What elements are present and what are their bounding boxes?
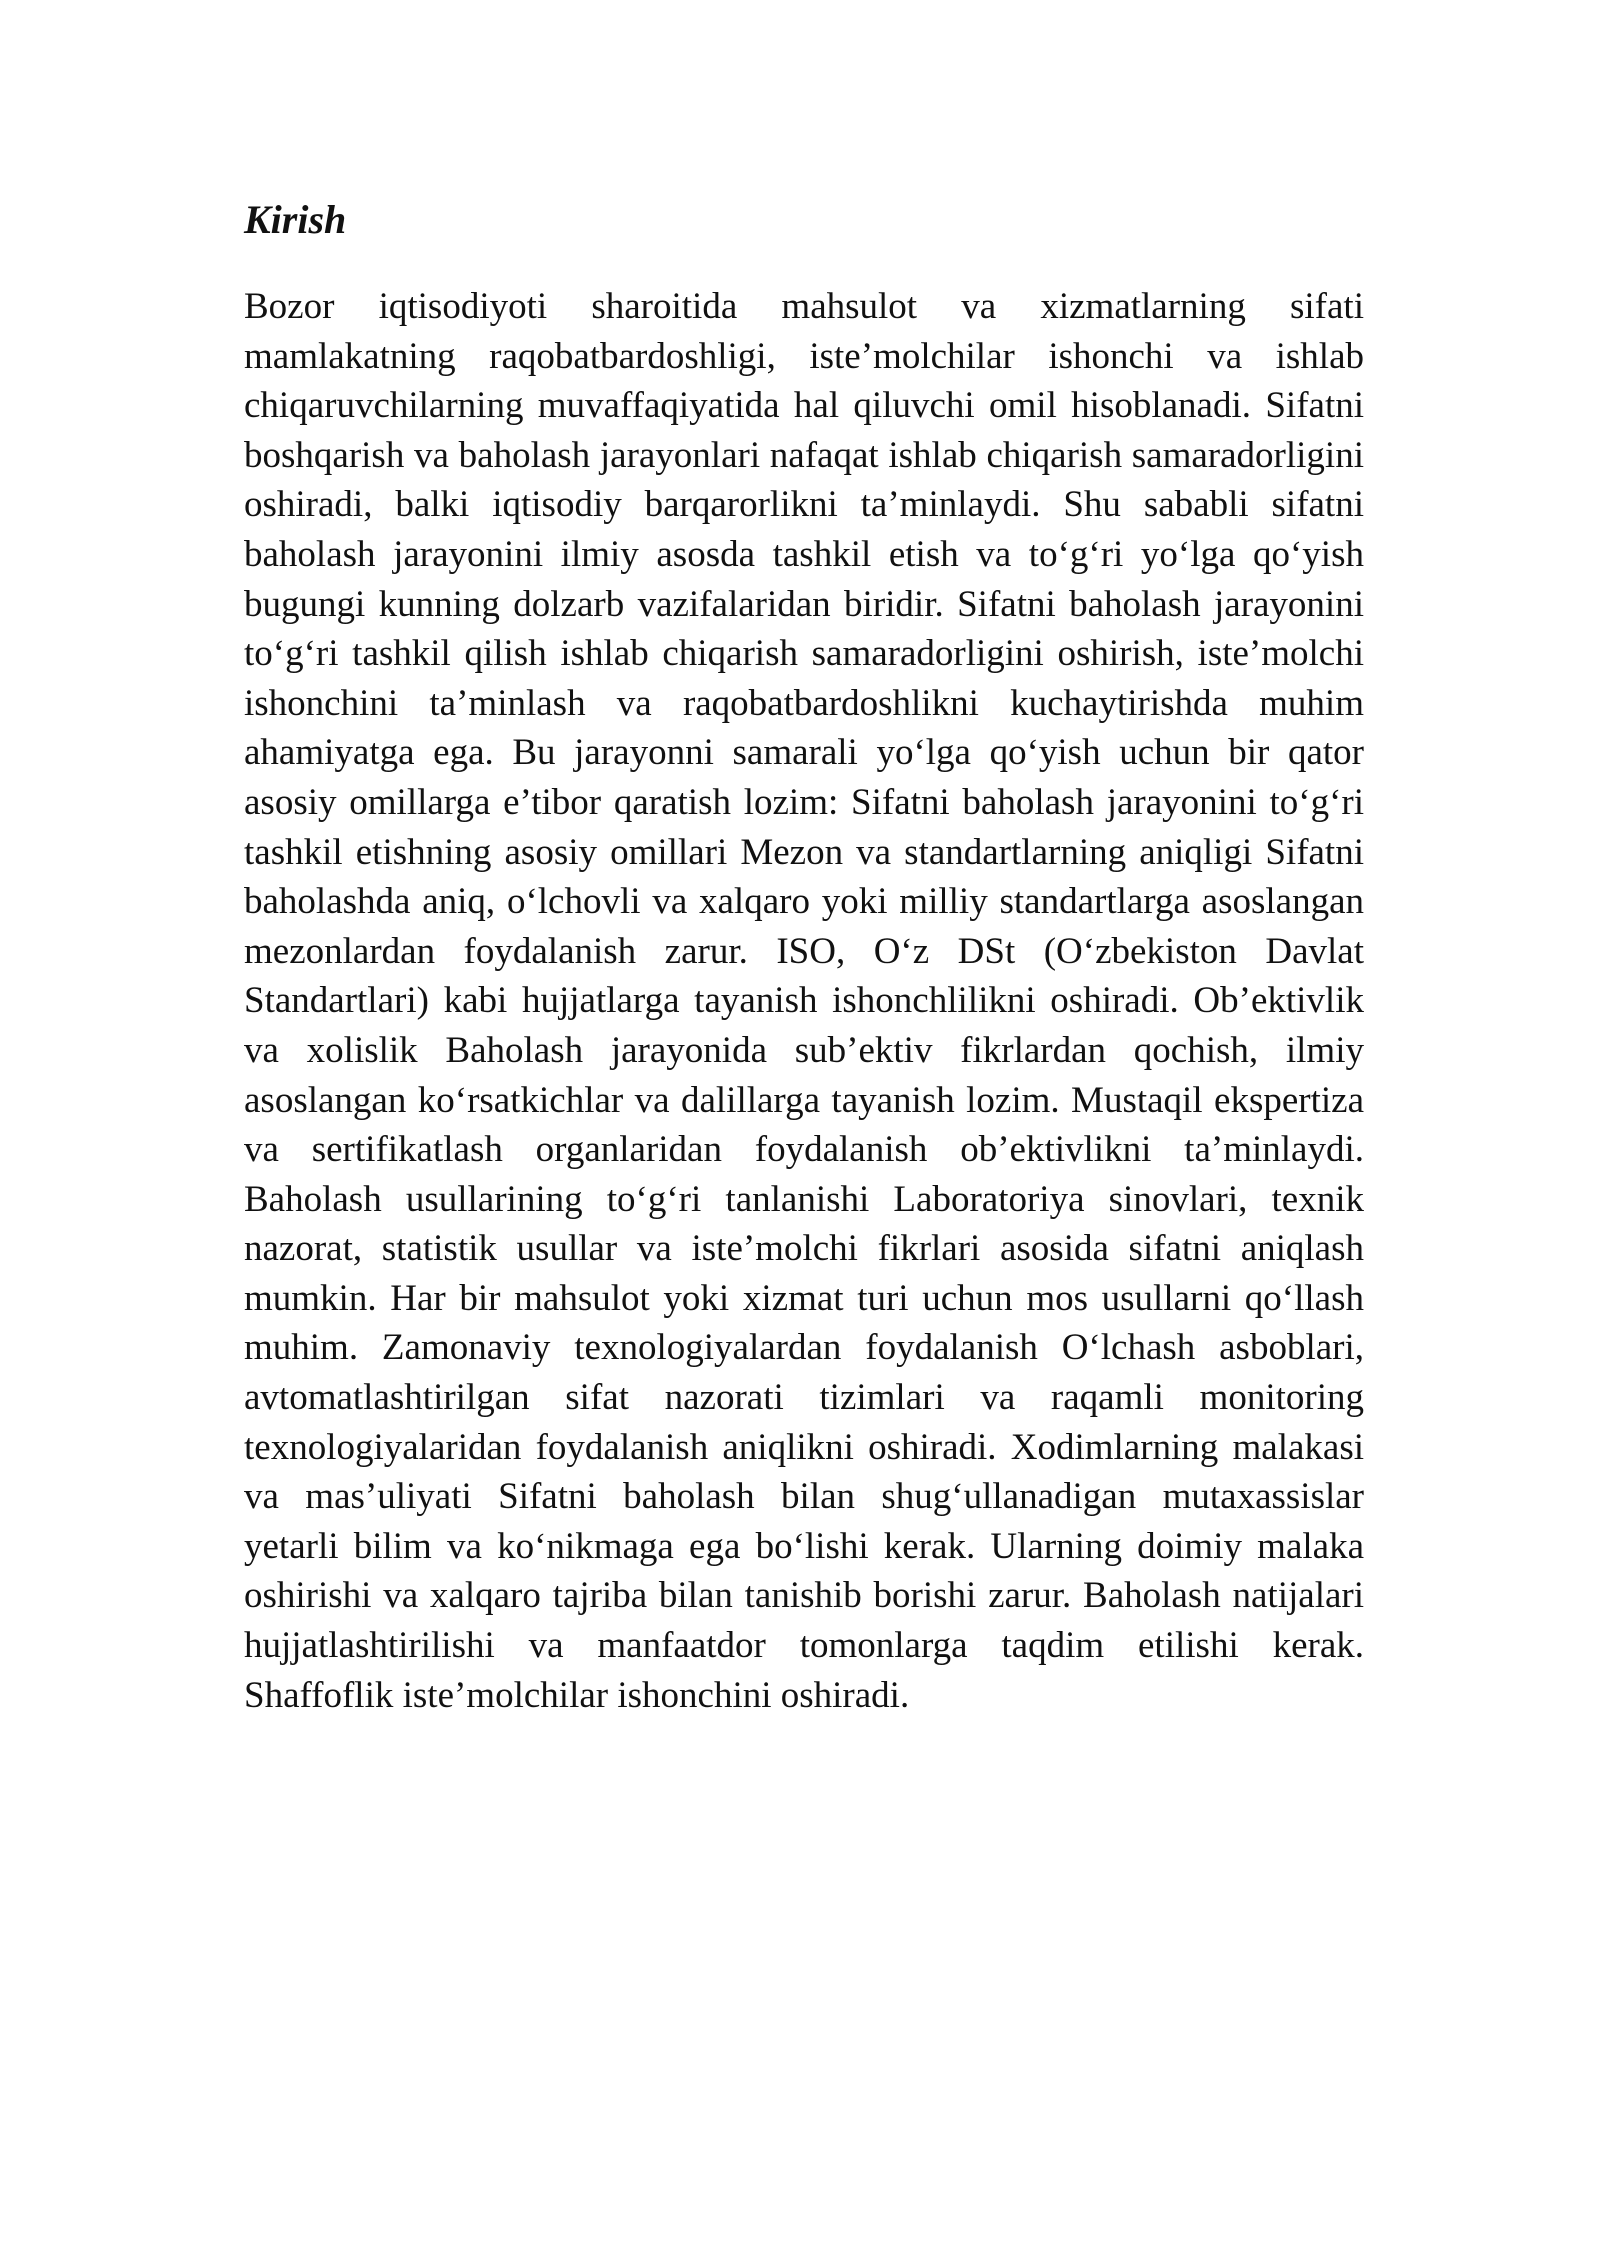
body-paragraph: Bozor iqtisodiyoti sharoitida mahsulot va xizmatlarning sifati mamlakatning raqobatbardoshligi, iste’molchilar ishonchi va ishlab chiqaruvchilarning muvaffaqiyatida hal qiluvchi omil hisoblanadi. Sifatni boshqarish va baholash jarayonlari nafaqat ishlab chiqarish samaradorligini oshiradi, balki iqtisodiy barqarorlikni ta’minlaydi. Shu sababli sifatni baholash jarayonini ilmiy asosda tashkil etish va to‘g‘ri yo‘lga qo‘yish bugungi kunning dolzarb vazifalaridan biridir. Sifatni baholash jarayonini to‘g‘ri tashkil qilish ishlab chiqarish samaradorligini oshirish, iste’molchi ishonchini ta’minlash va raqobatbardoshlikni kuchaytirishda muhim ahamiyatga ega. Bu jarayonni samarali yo‘lga qo‘yish uchun bir qator asosiy omillarga e’tibor qaratish lozim: Sifatni baholash jarayonini to‘g‘ri tashkil etishning asosiy omillari Mezon va standartlarning aniqligi Sifatni baholashda aniq, o‘lchovli va xalqaro yoki milliy standartlarga asoslangan mezonlardan foydalanish zarur. ISO, O‘z DSt (O‘zbekiston Davlat Standartlari) kabi hujjatlarga tayanish ishonchlilikni oshiradi. Ob’ektivlik va xolislik Baholash jarayonida sub’ektiv fikrlardan qochish, ilmiy asoslangan ko‘rsatkichlar va dalillarga tayanish lozim. Mustaqil ekspertiza va sertifikatlash organlaridan foydalanish ob’ektivlikni ta’minlaydi. Baholash usullarining to‘g‘ri tanlanishi Laboratoriya sinovlari, texnik nazorat, statistik usullar va iste’molchi fikrlari asosida sifatni aniqlash mumkin. Har bir mahsulot yoki xizmat turi uchun mos usullarni qo‘llash muhim. Zamonaviy texnologiyalardan foydalanish O‘lchash asboblari, avtomatlashtirilgan sifat nazorati tizimlari va raqamli monitoring texnologiyalaridan foydalanish aniqlikni oshiradi. Xodimlarning malakasi va mas’uliyati Sifatni baholash bilan shug‘ullanadigan mutaxassislar yetarli bilim va ko‘nikmaga ega bo‘lishi kerak. Ularning doimiy malaka oshirishi va xalqaro tajriba bilan tanishib borishi zarur. Baholash natijalari hujjatlashtirilishi va manfaatdor tomonlarga taqdim etilishi kerak. Shaffoflik iste’molchilar ishonchini oshiradi. <box>244 286 1364 1716</box>
section-heading: Kirish <box>244 197 347 242</box>
document-content <box>244 196 1364 1720</box>
